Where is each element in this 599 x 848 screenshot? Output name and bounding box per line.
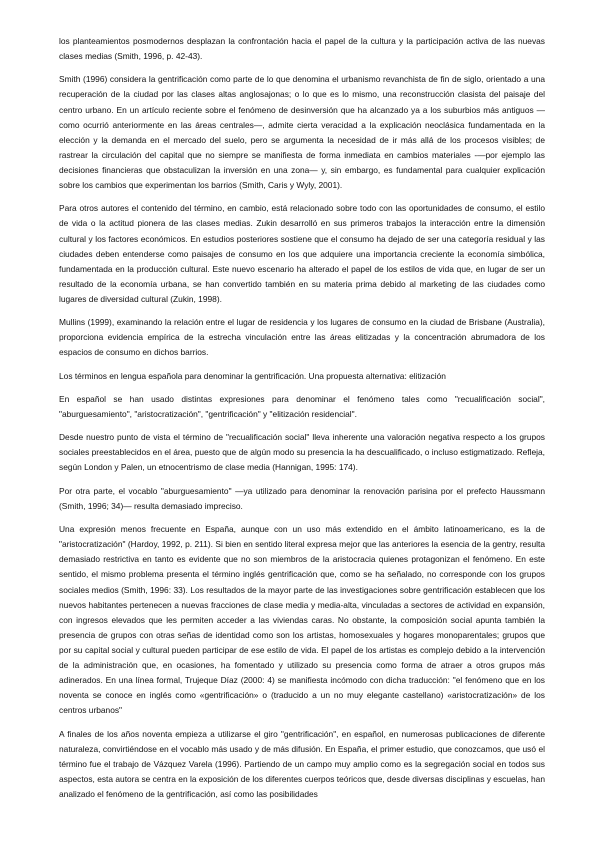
section-heading: Los términos en lengua española para denominar la gentrificación. Una propuesta alternativa: elitización	[59, 370, 446, 381]
paragraph-expressions: En español se han usado distintas expresiones para denominar el fenómeno tales como "recualificación social", "aburguesamiento", "aristocratización", "gentrificación" y "elitización residencial".	[59, 393, 545, 419]
paragraph-continuation: los planteamientos posmodernos desplazan la confrontación hacia el papel de la cultura y la participación activa de las nuevas clases medias (Smith, 1996, p. 42-43).	[59, 36, 545, 62]
paragraph-mullins: Mullins (1999), examinando la relación entre el lugar de residencia y los lugares de consumo en la ciudad de Brisbane (Australia), proporciona evidencia empírica de la estrecha vinculación entre las áreas elitizadas y la concentración abrumadora de los espacios de consumo en dichos barrios.	[59, 317, 545, 358]
paragraph-aristocratizacion: Una expresión menos frecuente en España, aunque con un uso más extendido en el ámbito latinoamericano, es la de "aristocratización" (Hardoy, 1992, p. 211). Si bien en sentido literal expresa mejor que las anteriores la esencia de la gentry, resulta demasiado restrictiva en tanto es evidente que no son miembros de la aristocracia quienes protagonizan el fenómeno. En este sentido, el mismo problema presenta el término inglés gentrificación que, como se ha señalado, no corresponde con los grupos sociales medios (Smith, 1996: 33). Los resultados de la mayor parte de las investigaciones sobre gentrificación establecen que los nuevos habitantes pertenecen a nuevas fracciones de clase media y media-alta, vinculadas a sectores de actividad en expansión, con ingresos elevados que les permiten acceder a las viviendas caras. No obstante, la composición social apunta también la presencia de grupos con otras señas de identidad como son los artistas, homosexuales y hogares monoparentales; grupos que por su capital social y cultural pueden participar de ese estilo de vida. El papel de los artistas es complejo debido a la intervención de la administración que, en ocasiones, ha fomentado y utilizado su presencia como forma de atraer a otros grupos más adinerados. En una línea formal, Trujeque Díaz (2000: 4) se manifiesta incómodo con dicha traducción: "el fenómeno que en los noventa se conoce en inglés como «gentrificación» o (traducido a un no muy elegante castellano) «aristocratización» de los centros urbanos"	[59, 524, 545, 716]
paragraph-consumption: Para otros autores el contenido del término, en cambio, está relacionado sobre todo con las oportunidades de consumo, el estilo de vida o la actitud pionera de las clases medias. Zukin desarrolló en sus primeros trabajos la interacción entre la dimensión cultural y los factores económicos. En estudios posteriores sostiene que el consumo ha dejado de ser una categoría residual y las ciudades deben entenderse como paisajes de consumo en los que adquiere una importancia creciente la economía simbólica, fundamentada en la producción cultural. Este nuevo escenario ha alterado el papel de los estilos de vida que, en lugar de ser un resultado de la economía urbana, se han convertido también en su materia prima debido al marketing de las ciudades como lugares de diversidad cultural (Zukin, 1998).	[59, 203, 545, 304]
paragraph-gentrificacion-spanish: A finales de los años noventa empieza a utilizarse el giro "gentrificación", en español, en numerosas publicaciones de diferente naturaleza, convirtiéndose en el vocablo más usado y de más difusión. En España, el primer estudio, que conozcamos, que usó el término fue el trabajo de Vázquez Varela (1996). Partiendo de un campo muy amplio como es la segregación social en todos sus aspectos, esta autora se centra en la exposición de los diferentes cuerpos teóricos que, desde diversas disciplinas y escuelas, han analizado el fenómeno de la gentrificación, así como las posibilidades	[59, 728, 545, 799]
document-page	[59, 34, 545, 810]
paragraph-recualificacion: Desde nuestro punto de vista el término de "recualificación social" lleva inherente una valoración negativa respecto a los grupos sociales preestablecidos en el área, puesto que de algún modo su presencia la ha descualificado, o incluso estigmatizado. Refleja, según London y Palen, un etnocentrismo de clase media (Hannigan, 1995: 174).	[59, 432, 545, 473]
paragraph-aburguesamiento: Por otra parte, el vocablo "aburguesamiento" —ya utilizado para denominar la renovación parisina por el prefecto Haussmann (Smith, 1996; 34)— resulta demasiado impreciso.	[59, 485, 545, 511]
paragraph-smith: Smith (1996) considera la gentrificación como parte de lo que denomina el urbanismo revanchista de fin de siglo, orientado a una recuperación de la ciudad por las clases altas anglosajonas; o lo que es lo mismo, una reconstrucción clasista del paisaje del centro urbano. En un artículo reciente sobre el fenómeno de desinversión que ha alcanzado ya a los suburbios más antiguos —como ocurrió anteriormente en las áreas centrales—, admite cierta veracidad a la explicación neoclásica fundamentada en la elección y la demanda en el mercado del suelo, pero se argumenta la necesidad de ir más allá de los procesos visibles; de rastrear la circulación del capital que no siempre se manifiesta de forma inmediata en cambios materiales -—por ejemplo las decisiones financieras que obstaculizan la inversión en una zona— y, sin embargo, es fundamental para cualquier explicación sobre los cambios que experimentan los barrios (Smith, Caris y Wyly, 2001).	[59, 74, 545, 191]
